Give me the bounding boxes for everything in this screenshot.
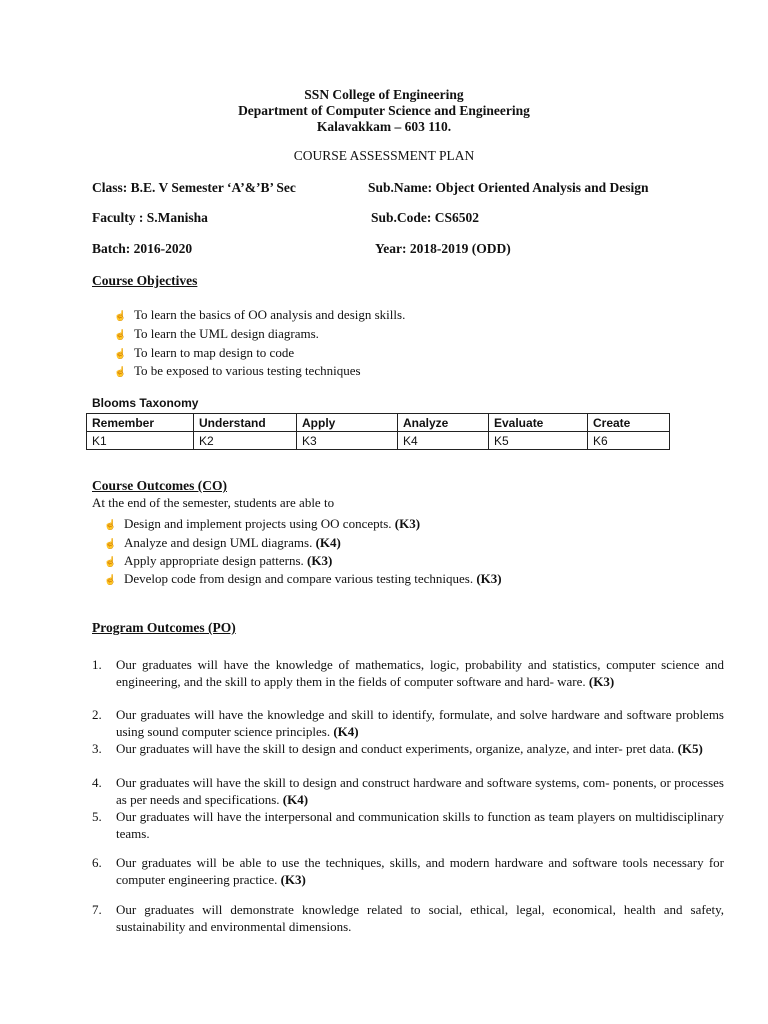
po-item — [92, 656, 724, 690]
subject-code: Sub.Code: CS6502 — [371, 210, 480, 225]
department-name: Department of Computer Science and Engineering — [238, 103, 530, 118]
outcome-item — [104, 553, 332, 569]
program-heading: Program Outcomes (PO) — [92, 620, 236, 635]
checkbox-bullet-icon: ☝ — [114, 349, 127, 360]
po-number: 4. — [92, 775, 102, 790]
po-number: 1. — [92, 657, 102, 672]
blooms-heading: Blooms Taxonomy — [92, 396, 199, 410]
checkbox-bullet-icon: ☝ — [104, 575, 117, 586]
outcome-level: (K4) — [315, 535, 341, 550]
college-name: SSN College of Engineering — [304, 87, 464, 102]
outcome-item — [104, 535, 341, 551]
checkbox-bullet-icon: ☝ — [104, 520, 117, 531]
table-cell: Evaluate — [489, 414, 588, 432]
po-text-block — [116, 854, 724, 888]
outcome-level: (K3) — [476, 571, 502, 586]
checkbox-bullet-icon: ☝ — [104, 539, 117, 550]
po-text: Our graduates will have the skill to design and construct hardware and software systems, com- ponents, or processes as per needs and specifications. — [116, 775, 724, 807]
objective-item — [114, 326, 319, 342]
outcomes-intro: At the end of the semester, students are able to — [92, 495, 335, 510]
objective-item — [114, 345, 294, 361]
objective-text: To learn to map design to code — [134, 345, 295, 360]
table-cell: K3 — [297, 432, 398, 450]
po-text: Our graduates will demonstrate knowledge related to social, ethical, legal, economical, health and safety, sustainability and environmental dimensions. — [116, 902, 724, 934]
po-number: 5. — [92, 809, 102, 824]
objective-text: To be exposed to various testing techniques — [134, 363, 361, 378]
po-item — [92, 774, 724, 808]
po-text: Our graduates will have the knowledge of mathematics, logic, probability and statistics, computer science and engineering, and the skill to apply them in the fields of computer software and hard- ware. — [116, 657, 724, 689]
po-item — [92, 901, 724, 935]
outcome-item — [104, 571, 502, 587]
table-cell: Remember — [87, 414, 194, 432]
table-cell: Analyze — [398, 414, 489, 432]
po-level: (K4) — [333, 724, 359, 739]
po-text: Our graduates will be able to use the techniques, skills, and modern hardware and software tools necessary for computer engineering practice. — [116, 855, 724, 887]
outcome-text: Design and implement projects using OO concepts. — [124, 516, 392, 531]
table-cell: K4 — [398, 432, 489, 450]
class-info: Class: B.E. V Semester ‘A’&’B’ Sec — [92, 180, 296, 195]
outcome-text: Develop code from design and compare various testing techniques. — [124, 571, 474, 586]
subject-name: Sub.Name: Object Oriented Analysis and Design — [368, 180, 649, 195]
po-level: (K3) — [588, 674, 615, 689]
outcome-level: (K3) — [307, 553, 333, 568]
table-cell: Apply — [297, 414, 398, 432]
checkbox-bullet-icon: ☝ — [114, 311, 127, 322]
po-number: 3. — [92, 741, 102, 756]
po-text: Our graduates will have the interpersonal and communication skills to function as team players on multidisciplinary teams. — [116, 809, 724, 841]
po-item — [92, 854, 724, 888]
po-text-block — [116, 656, 724, 690]
table-cell: K1 — [87, 432, 194, 450]
po-number: 7. — [92, 902, 102, 917]
table-cell: Create — [588, 414, 670, 432]
po-text-block — [116, 774, 724, 808]
table-cell: K5 — [489, 432, 588, 450]
objectives-heading: Course Objectives — [92, 273, 198, 288]
outcome-text: Apply appropriate design patterns. — [124, 553, 304, 568]
po-number: 6. — [92, 855, 102, 870]
po-text: Our graduates will have the skill to design and conduct experiments, organize, analyze, and inter- pret data. — [116, 741, 675, 756]
table-row — [87, 432, 670, 450]
table-cell: K6 — [588, 432, 670, 450]
academic-year: Year: 2018-2019 (ODD) — [375, 241, 511, 256]
po-item — [92, 706, 724, 740]
po-item — [92, 808, 724, 842]
batch-info: Batch: 2016-2020 — [92, 241, 193, 256]
table-header-row — [87, 414, 670, 432]
po-level: (K5) — [677, 741, 703, 756]
po-text-block — [116, 740, 724, 757]
table-cell: Understand — [194, 414, 297, 432]
po-text-block — [116, 808, 724, 842]
outcome-item — [104, 516, 420, 532]
po-level: (K3) — [280, 872, 306, 887]
objective-text: To learn the UML design diagrams. — [134, 326, 319, 341]
college-address: Kalavakkam – 603 110. — [316, 119, 452, 134]
po-level: (K4) — [282, 792, 309, 807]
table-cell: K2 — [194, 432, 297, 450]
objective-item — [114, 307, 405, 323]
po-number: 2. — [92, 707, 102, 722]
checkbox-bullet-icon: ☝ — [114, 330, 127, 341]
po-text-block — [116, 706, 724, 740]
blooms-table — [86, 413, 670, 450]
po-item — [92, 740, 724, 757]
po-text-block — [116, 901, 724, 935]
faculty-info: Faculty : S.Manisha — [92, 210, 208, 225]
objective-item — [114, 363, 361, 379]
document-title: COURSE ASSESSMENT PLAN — [293, 148, 475, 163]
outcome-level: (K3) — [394, 516, 421, 531]
checkbox-bullet-icon: ☝ — [114, 367, 127, 378]
outcomes-heading: Course Outcomes (CO) — [92, 478, 227, 493]
outcome-text: Analyze and design UML diagrams. — [124, 535, 313, 550]
checkbox-bullet-icon: ☝ — [104, 557, 117, 568]
po-text: Our graduates will have the knowledge and skill to identify, formulate, and solve hardware and software problems using sound computer science principles. — [116, 707, 724, 739]
objective-text: To learn the basics of OO analysis and design skills. — [134, 307, 406, 322]
